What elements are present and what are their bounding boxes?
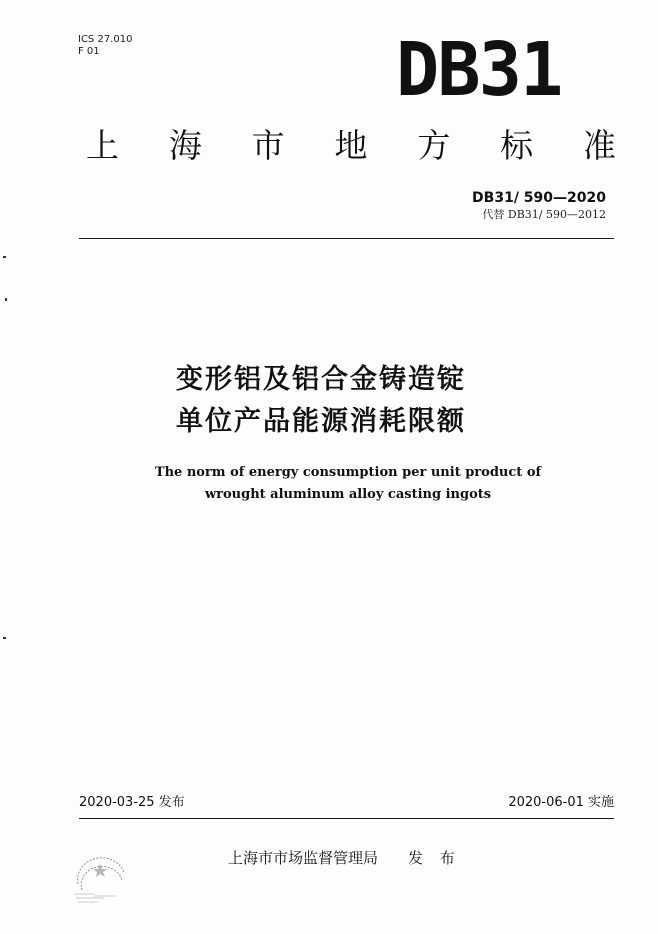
english-title-line-2: wrought aluminum alloy casting ingots [204,487,492,502]
standard-type-char: 市 [251,126,285,165]
standard-type-char: 方 [417,126,451,165]
ccs-code: F 01 [78,46,100,57]
db31-logo: DB31 [396,27,562,113]
issue-verb: 发 布 [408,849,461,867]
scan-speck [3,637,6,639]
standard-type-char: 标 [500,126,534,165]
standard-number: DB31/ 590—2020 [472,190,606,206]
standard-number-block [472,190,606,222]
scan-speck [5,298,7,301]
footer-divider [79,818,614,819]
official-seal-icon [64,850,136,910]
standard-type-char: 海 [168,126,202,165]
standard-type-char: 上 [86,126,119,165]
classification-codes [78,34,132,58]
standard-type-heading [86,126,616,166]
implement-date: 2020-06-01 实施 [508,795,614,810]
ics-code: ICS 27.010 [78,34,133,45]
scan-speck [3,256,6,258]
chinese-title-line-2: 单位产品能源消耗限额 [176,406,466,437]
replaces-standard: 代替 DB31/ 590—2012 [482,208,606,221]
standard-type-char: 地 [334,126,368,165]
english-title-line-1: The norm of energy consumption per unit product of [154,465,542,480]
chinese-title-line-1: 变形铝及铝合金铸造锭 [176,364,466,395]
publish-date: 2020-03-25 发布 [79,795,185,810]
header-divider [79,238,614,239]
issuer-name: 上海市市场监督管理局 [228,849,379,867]
standard-type-char: 准 [582,126,616,165]
issuing-authority [228,848,461,868]
